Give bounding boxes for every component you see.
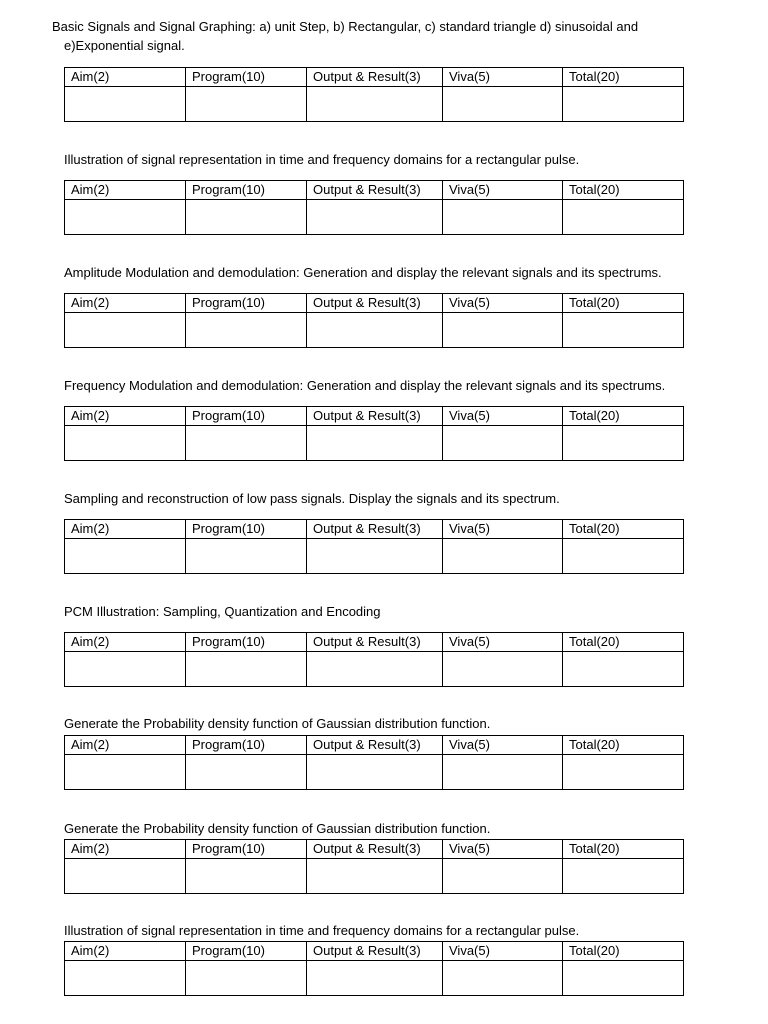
marks-entry-cell[interactable]: [307, 313, 443, 348]
marks-entry-cell[interactable]: [443, 426, 563, 461]
column-header: Output & Result(3): [307, 633, 443, 652]
column-header: Total(20): [563, 68, 684, 87]
column-header: Viva(5): [443, 407, 563, 426]
marks-entry-cell[interactable]: [443, 87, 563, 122]
marks-entry-row: [65, 87, 684, 122]
marks-entry-cell[interactable]: [65, 539, 186, 574]
column-header: Output & Result(3): [307, 407, 443, 426]
experiment-title-1: [52, 17, 692, 55]
column-header: Output & Result(3): [307, 68, 443, 87]
marks-entry-cell[interactable]: [563, 539, 684, 574]
marks-header-row: [65, 181, 684, 200]
marks-table-1: [64, 67, 684, 122]
marks-header-row: [65, 633, 684, 652]
column-header: Program(10): [186, 68, 307, 87]
marks-entry-cell[interactable]: [186, 961, 307, 996]
column-header: Aim(2): [65, 840, 186, 859]
column-header: Viva(5): [443, 181, 563, 200]
marks-entry-cell[interactable]: [65, 755, 186, 790]
marks-entry-cell[interactable]: [65, 961, 186, 996]
marks-entry-cell[interactable]: [186, 539, 307, 574]
marks-entry-cell[interactable]: [307, 87, 443, 122]
marks-entry-cell[interactable]: [65, 652, 186, 687]
marks-entry-cell[interactable]: [307, 961, 443, 996]
marks-entry-cell[interactable]: [307, 539, 443, 574]
experiment-title-7: Generate the Probability density function of Gaussian distribution function.: [64, 716, 491, 731]
column-header: Total(20): [563, 181, 684, 200]
marks-entry-cell[interactable]: [65, 313, 186, 348]
marks-entry-cell[interactable]: [307, 755, 443, 790]
marks-entry-cell[interactable]: [563, 961, 684, 996]
experiment-title-line: Basic Signals and Signal Graphing: a) unit Step, b) Rectangular, c) standard triangle d) sinusoidal and: [52, 19, 639, 34]
column-header: Total(20): [563, 407, 684, 426]
column-header: Viva(5): [443, 736, 563, 755]
marks-table-5: [64, 519, 684, 574]
marks-entry-cell[interactable]: [443, 755, 563, 790]
column-header: Aim(2): [65, 736, 186, 755]
experiment-title-2: Illustration of signal representation in time and frequency domains for a rectangular pulse.: [64, 152, 580, 167]
marks-entry-cell[interactable]: [563, 652, 684, 687]
column-header: Viva(5): [443, 68, 563, 87]
marks-entry-cell[interactable]: [307, 426, 443, 461]
column-header: Program(10): [186, 294, 307, 313]
experiment-title-5: Sampling and reconstruction of low pass signals. Display the signals and its spectrum.: [64, 491, 560, 506]
marks-header-row: [65, 840, 684, 859]
column-header: Program(10): [186, 520, 307, 539]
column-header: Viva(5): [443, 520, 563, 539]
marks-table-6: [64, 632, 684, 687]
marks-entry-cell[interactable]: [186, 87, 307, 122]
marks-entry-cell[interactable]: [443, 200, 563, 235]
column-header: Total(20): [563, 294, 684, 313]
column-header: Aim(2): [65, 407, 186, 426]
marks-table-3: [64, 293, 684, 348]
marks-entry-cell[interactable]: [65, 87, 186, 122]
column-header: Program(10): [186, 942, 307, 961]
experiment-title-line: e)Exponential signal.: [64, 38, 185, 53]
marks-entry-row: [65, 313, 684, 348]
marks-table-8: [64, 839, 684, 894]
marks-entry-cell[interactable]: [563, 200, 684, 235]
marks-entry-cell[interactable]: [65, 426, 186, 461]
marks-entry-cell[interactable]: [186, 652, 307, 687]
marks-table-7: [64, 735, 684, 790]
column-header: Output & Result(3): [307, 840, 443, 859]
column-header: Output & Result(3): [307, 294, 443, 313]
column-header: Program(10): [186, 407, 307, 426]
column-header: Aim(2): [65, 181, 186, 200]
marks-entry-cell[interactable]: [443, 961, 563, 996]
column-header: Total(20): [563, 633, 684, 652]
column-header: Total(20): [563, 942, 684, 961]
column-header: Total(20): [563, 840, 684, 859]
marks-entry-row: [65, 539, 684, 574]
marks-entry-row: [65, 426, 684, 461]
column-header: Output & Result(3): [307, 736, 443, 755]
marks-entry-cell[interactable]: [443, 652, 563, 687]
marks-header-row: [65, 68, 684, 87]
marks-entry-row: [65, 200, 684, 235]
marks-entry-cell[interactable]: [186, 313, 307, 348]
marks-entry-cell[interactable]: [307, 859, 443, 894]
column-header: Viva(5): [443, 633, 563, 652]
experiment-title-4: Frequency Modulation and demodulation: Generation and display the relevant signals and its spectrums.: [64, 378, 666, 393]
column-header: Output & Result(3): [307, 181, 443, 200]
experiment-title-8: Generate the Probability density function of Gaussian distribution function.: [64, 821, 491, 836]
marks-header-row: [65, 736, 684, 755]
marks-entry-cell[interactable]: [443, 313, 563, 348]
marks-entry-cell[interactable]: [65, 200, 186, 235]
marks-entry-cell[interactable]: [65, 859, 186, 894]
marks-entry-cell[interactable]: [186, 859, 307, 894]
marks-header-row: [65, 294, 684, 313]
column-header: Program(10): [186, 633, 307, 652]
column-header: Total(20): [563, 520, 684, 539]
experiment-title-9: Illustration of signal representation in time and frequency domains for a rectangular pulse.: [64, 923, 580, 938]
marks-table-4: [64, 406, 684, 461]
marks-entry-cell[interactable]: [563, 426, 684, 461]
marks-entry-cell[interactable]: [443, 539, 563, 574]
column-header: Viva(5): [443, 942, 563, 961]
column-header: Total(20): [563, 736, 684, 755]
column-header: Aim(2): [65, 68, 186, 87]
column-header: Program(10): [186, 840, 307, 859]
marks-header-row: [65, 520, 684, 539]
marks-entry-cell[interactable]: [563, 859, 684, 894]
marks-header-row: [65, 407, 684, 426]
column-header: Program(10): [186, 181, 307, 200]
marks-header-row: [65, 942, 684, 961]
experiment-title-6: PCM Illustration: Sampling, Quantization and Encoding: [64, 604, 381, 619]
column-header: Program(10): [186, 736, 307, 755]
column-header: Aim(2): [65, 520, 186, 539]
marks-entry-row: [65, 652, 684, 687]
marks-entry-row: [65, 961, 684, 996]
marks-entry-row: [65, 859, 684, 894]
marks-entry-cell[interactable]: [186, 200, 307, 235]
column-header: Aim(2): [65, 633, 186, 652]
marks-entry-cell[interactable]: [186, 755, 307, 790]
column-header: Output & Result(3): [307, 520, 443, 539]
marks-entry-cell[interactable]: [443, 859, 563, 894]
experiment-title-3: Amplitude Modulation and demodulation: Generation and display the relevant signals and its spectrums.: [64, 265, 662, 280]
column-header: Output & Result(3): [307, 942, 443, 961]
marks-entry-cell[interactable]: [563, 755, 684, 790]
marks-table-9: [64, 941, 684, 996]
column-header: Viva(5): [443, 840, 563, 859]
marks-entry-cell[interactable]: [186, 426, 307, 461]
column-header: Viva(5): [443, 294, 563, 313]
marks-entry-cell[interactable]: [307, 652, 443, 687]
marks-entry-row: [65, 755, 684, 790]
column-header: Aim(2): [65, 942, 186, 961]
marks-entry-cell[interactable]: [563, 313, 684, 348]
marks-entry-cell[interactable]: [563, 87, 684, 122]
column-header: Aim(2): [65, 294, 186, 313]
marks-table-2: [64, 180, 684, 235]
marks-entry-cell[interactable]: [307, 200, 443, 235]
